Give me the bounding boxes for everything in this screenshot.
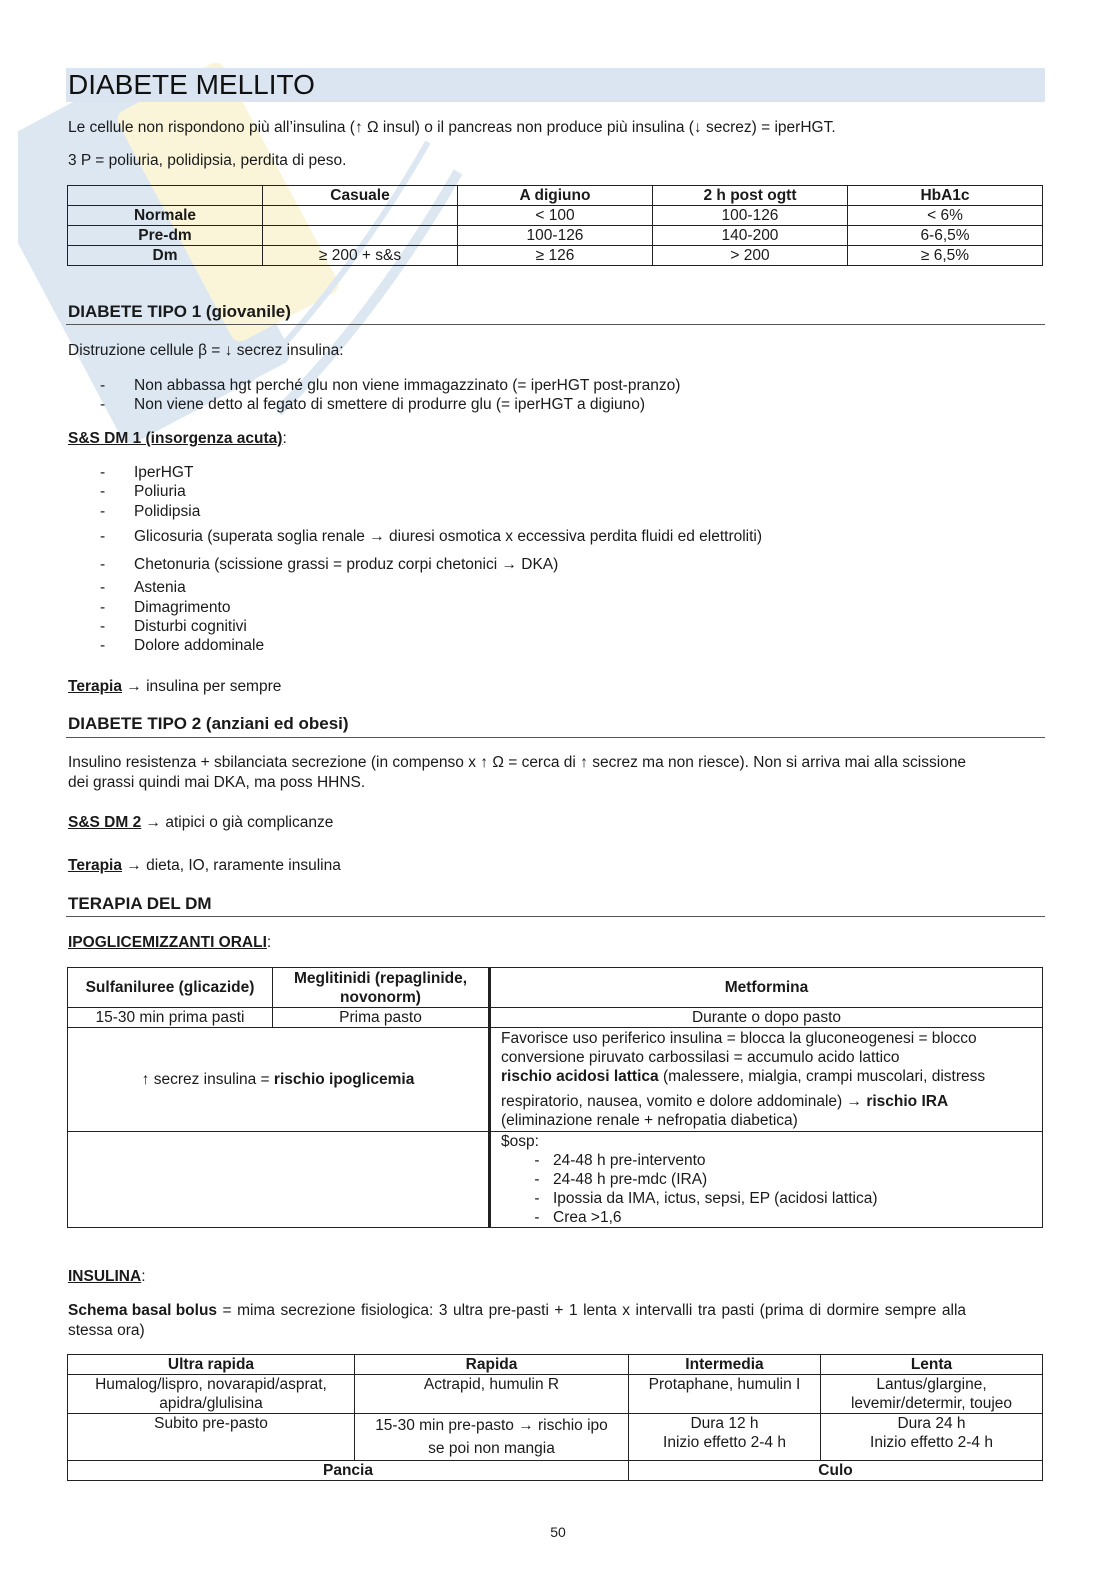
list-item: Disturbi cognitivi xyxy=(134,618,247,635)
table-cell: Actrapid, humulin R xyxy=(355,1375,629,1414)
table-row xyxy=(68,1461,1043,1481)
table-header-cell: Rapida xyxy=(355,1355,629,1375)
metformin-suspension-cell: $osp: - 24-48 h pre-intervento - 24-48 h pre-mdc (IRA) - Ipossia da IMA, ictus, sepsi, EP (acidosi lattica) - Crea >1,6 xyxy=(490,1132,1043,1228)
table-cell: 15-30 min prima pasti xyxy=(68,1008,273,1028)
table-cell: Prima pasto xyxy=(273,1008,490,1028)
tipo1-therapy: Terapia → insulina per sempre xyxy=(68,678,282,695)
ss-dm1-label: S&S DM 1 (insorgenza acuta): xyxy=(68,430,287,447)
injection-site-cell: Culo xyxy=(629,1461,1043,1481)
table-cell: Lantus/glargine, levemir/determir, toujeo xyxy=(821,1375,1043,1414)
page-number: 50 xyxy=(550,1524,566,1540)
list-item: Non viene detto al fegato di smettere di produrre glu (= iperHGT a digiuno) xyxy=(134,396,646,413)
table-cell: < 6% xyxy=(848,206,1043,226)
basal-bolus-line-1: Schema basal bolus = mima secrezione fisiologica: 3 ultra pre-pasti + 1 lenta x intervalli tra pasti (prima di dormire sempre alla xyxy=(68,1302,967,1319)
table-header-cell: Metformina xyxy=(490,968,1043,1008)
list-item: Polidipsia xyxy=(134,503,201,520)
table-cell: ≥ 6,5% xyxy=(848,246,1043,266)
table-cell: 15-30 min pre-pasto → rischio ipo se poi non mangia xyxy=(355,1414,629,1461)
table-row xyxy=(68,206,1043,226)
section-heading-terapia: TERAPIA DEL DM xyxy=(68,894,212,913)
list-item: Non abbassa hgt perché glu non viene immagazzinato (= iperHGT post-pranzo) xyxy=(134,377,681,394)
list-item: Poliuria xyxy=(134,483,186,500)
table-header-cell: Lenta xyxy=(821,1355,1043,1375)
intro-line-1: Le cellule non rispondono più all’insulina (↑ Ω insul) o il pancreas non produce più insulina (↓ secrez) = iperHGT. xyxy=(68,119,836,136)
row-label: Pre-dm xyxy=(68,226,263,246)
table-cell: 100-126 xyxy=(458,226,653,246)
table-cell: Protaphane, humulin I xyxy=(629,1375,821,1414)
table-cell xyxy=(263,226,458,246)
list-item: Glicosuria (superata soglia renale → diuresi osmotica x eccessiva perdita fluidi ed elettroliti) xyxy=(134,528,763,545)
table-header-cell: Casuale xyxy=(263,186,458,206)
basal-bolus-line-2: stessa ora) xyxy=(68,1322,145,1339)
table-cell: 140-200 xyxy=(653,226,848,246)
table-row xyxy=(68,1375,1043,1414)
intro-line-2: 3 P = poliuria, polidipsia, perdita di peso. xyxy=(68,152,347,169)
tipo1-description: Distruzione cellule β = ↓ secrez insulina: xyxy=(68,342,344,359)
tipo2-description-line-2: dei grassi quindi mai DKA, ma poss HHNS. xyxy=(68,774,366,791)
list-item: Dimagrimento xyxy=(134,599,231,616)
table-row xyxy=(68,1132,1043,1228)
section-heading-tipo1: DIABETE TIPO 1 (giovanile) xyxy=(68,302,291,321)
insulina-label: INSULINA: xyxy=(68,1268,146,1285)
empty-cell xyxy=(68,1132,490,1228)
row-label: Normale xyxy=(68,206,263,226)
table-row xyxy=(68,1028,1043,1132)
table-cell: < 100 xyxy=(458,206,653,226)
table-header-cell: Ultra rapida xyxy=(68,1355,355,1375)
table-cell xyxy=(263,206,458,226)
list-item: Dolore addominale xyxy=(134,637,265,654)
injection-site-cell: Pancia xyxy=(68,1461,629,1481)
table-header-cell xyxy=(68,186,263,206)
table-cell: 100-126 xyxy=(653,206,848,226)
table-header-cell: Intermedia xyxy=(629,1355,821,1375)
ss-dm2: S&S DM 2 → atipici o già complicanze xyxy=(68,814,334,831)
section-divider xyxy=(66,737,1045,738)
table-row xyxy=(68,246,1043,266)
section-divider xyxy=(66,916,1045,917)
table-row xyxy=(68,1008,1043,1028)
list-item: Astenia xyxy=(134,579,186,596)
glycemia-values-table xyxy=(67,185,1043,266)
insulin-types-table xyxy=(67,1354,1043,1481)
table-cell: ≥ 200 + s&s xyxy=(263,246,458,266)
table-header-cell: HbA1c xyxy=(848,186,1043,206)
table-header-cell: A digiuno xyxy=(458,186,653,206)
tipo2-therapy: Terapia → dieta, IO, raramente insulina xyxy=(68,857,341,874)
section-divider xyxy=(66,324,1045,325)
list-item: IperHGT xyxy=(134,464,194,481)
row-label: Dm xyxy=(68,246,263,266)
table-row xyxy=(68,1414,1043,1461)
table-cell: Subito pre-pasto xyxy=(68,1414,355,1461)
section-heading-tipo2: DIABETE TIPO 2 (anziani ed obesi) xyxy=(68,714,349,733)
table-row xyxy=(68,226,1043,246)
table-cell: 6-6,5% xyxy=(848,226,1043,246)
tipo2-description-line-1: Insulino resistenza + sbilanciata secrezione (in compenso x ↑ Ω = cerca di ↑ secrez ma non riesce). Non si arriva mai alla scissione xyxy=(68,754,967,771)
list-item: Chetonuria (scissione grassi = produz corpi chetonici → DKA) xyxy=(134,556,559,573)
metformin-description-cell: Favorisce uso periferico insulina = blocca la gluconeogenesi = blocco conversione piruvato carbossilasi = accumulo acido lattico rischio acidosi lattica (malessere, mialgia, crampi muscolari, distress respiratorio, nausea, vomito e dolore addominale) → rischio IRA (eliminazione renale + nefropatia diabetica) xyxy=(490,1028,1043,1132)
table-cell: Dura 24 h Inizio effetto 2-4 h xyxy=(821,1414,1043,1461)
ipoglicemizzanti-label: IPOGLICEMIZZANTI ORALI: xyxy=(68,934,272,951)
table-header-cell: Meglitinidi (repaglinide, novonorm) xyxy=(273,968,490,1008)
oral-agents-table xyxy=(67,967,1043,1228)
table-cell: ≥ 126 xyxy=(458,246,653,266)
table-cell: Humalog/lispro, novarapid/asprat, apidra/glulisina xyxy=(68,1375,355,1414)
secretagogue-risk-cell: ↑ secrez insulina = rischio ipoglicemia xyxy=(68,1028,490,1132)
page-title: DIABETE MELLITO xyxy=(68,69,315,100)
table-cell: Durante o dopo pasto xyxy=(490,1008,1043,1028)
table-cell: Dura 12 h Inizio effetto 2-4 h xyxy=(629,1414,821,1461)
table-cell: > 200 xyxy=(653,246,848,266)
document-page: DIABETE MELLITO Le cellule non rispondono più all’insulina (↑ Ω insul) o il pancreas non produce più insulina (↓ secrez) = iperHGT. 3 P = poliuria, polidipsia, perdita di peso. Casuale A digiuno 2 h post ogtt HbA1c Normale < 100 100-126 < 6% Pre-dm 100-126 140-200 6-6,5% Dm ≥ 200 + s&s ≥ 126 > 200 ≥ 6,5% DIABETE TIPO 1 (giovanile) Distruzione cellule β = ↓ secrez insulina: - Non abbassa hgt perché glu non viene immagazzinato (= iperHGT post-pranzo) - Non viene detto al fegato di smettere di produrre glu (= iperHGT a digiuno) S&S DM 1 (insorgenza acuta): - IperHGT - Poliuria - Polidipsia - Glicosuria (superata soglia renale → diuresi osmotica x eccessiva perdita fluidi ed elettroliti) - Chetonuria (scissione grassi = produz corpi chetonici → DKA) - Astenia - Dimagrimento - Disturbi cognitivi - Dolore addominale Terapia → insulina per sempre DIABETE TIPO 2 (anziani ed obesi) Insulino resistenza + sbilanciata secrezione (in compenso x ↑ Ω = cerca di ↑ secrez ma non riesce). Non si arriva mai alla scissione dei grassi quindi mai DKA, ma poss HHNS. S&S DM 2 → atipici o già complicanze Terapia → dieta, IO, raramente insulina TERAPIA DEL DM IPOGLICEMIZZANTI ORALI: Sulfaniluree (glicazide) Meglitinidi (repaglinide, novonorm) Metformina 15-30 min prima pasti Prima pasto Durante o dopo pasto ↑ secrez insulina = rischio ipoglicemia Favorisce uso periferico insulina = blocca la gluconeogenesi = blocco conversione piruvato carbossilasi = accumulo acido lattico rischio acidosi lattica (malessere, mialgia, crampi muscolari, distress respiratorio, nausea, vomito e dolore addominale) → rischio IRA (eliminazione renale + nefropatia diabetica) $osp: - 24-48 h pre-intervento - 24-48 h pre-mdc (IRA) - Ipossia da IMA, ictus, sepsi, EP (acidosi lattica) - Crea >1,6 INSULINA: Schema basal bolus = mima secrezione fisiologica: 3 ultra pre-pasti + 1 lenta x intervalli tra pasti (prima di dormire sempre alla stessa ora) Ultra rapida Rapida Intermedia Lenta Humalog/lispro, novarapid/asprat, apidra/glulisina Actrapid, humulin R Protaphane, humulin I Lantus/glargine, levemir/determir, toujeo Subito pre-pasto 15-30 min pre-pasto → rischio ipo se poi non mangia Dura 12 h Inizio effetto 2-4 h Dura 24 h Inizio effetto 2-4 h Pancia Culo 50 xyxy=(0,0,1116,1579)
table-header-cell: Sulfaniluree (glicazide) xyxy=(68,968,273,1008)
table-header-cell: 2 h post ogtt xyxy=(653,186,848,206)
